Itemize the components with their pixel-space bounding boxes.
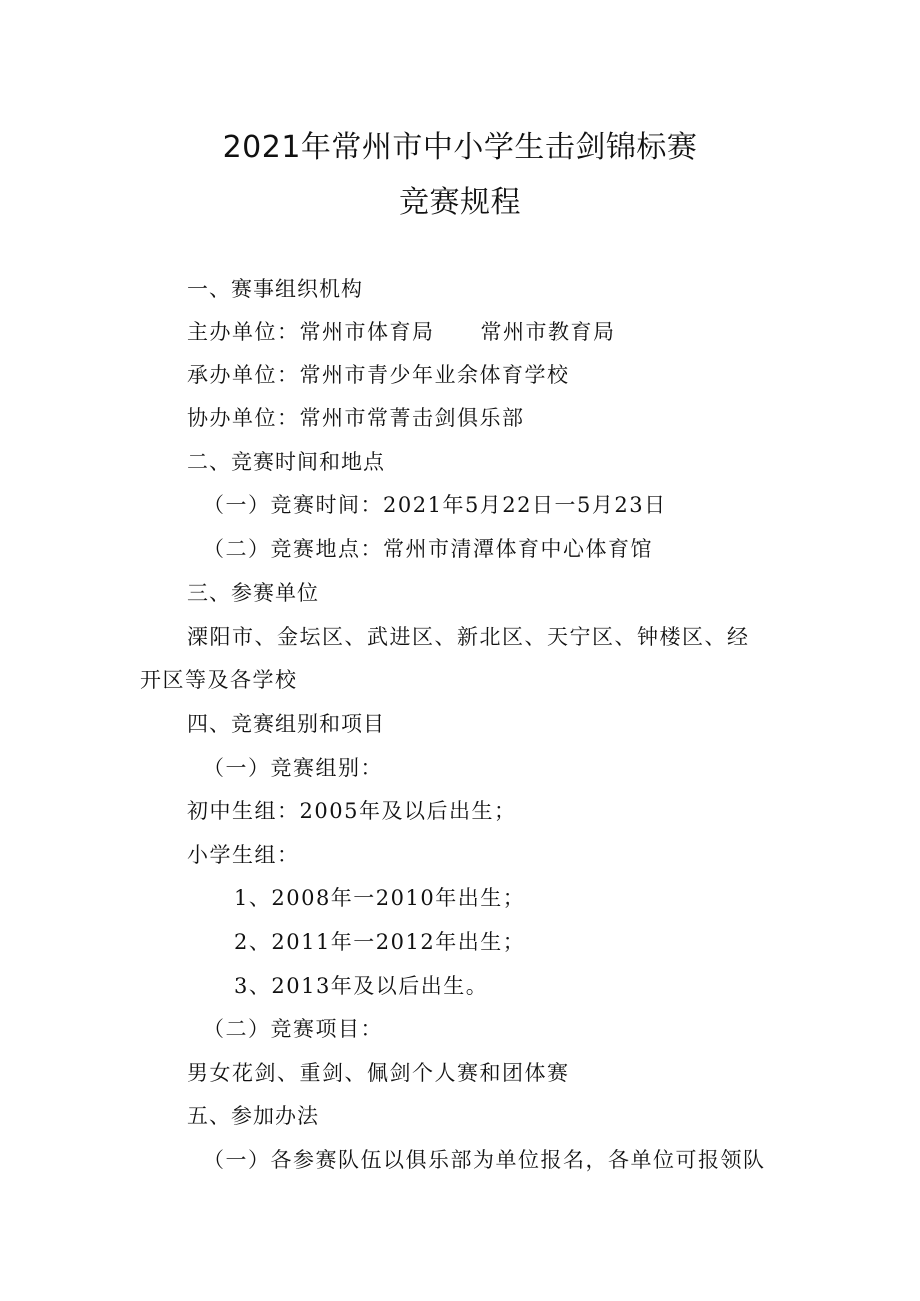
events-title: （二）竞赛项目： — [203, 1017, 383, 1041]
host-unit-sports-bureau: 主办单位：常州市体育局 — [187, 320, 435, 344]
organizer-unit: 承办单位：常州市青少年业余体育学校 — [187, 363, 570, 387]
junior-high-group: 初中生组：2005年及以后出生； — [187, 799, 517, 823]
groups-title: （一）竞赛组别： — [203, 756, 383, 780]
participation-item-1: （一）各参赛队伍以俱乐部为单位报名，各单位可报领队 — [203, 1148, 766, 1172]
host-unit-education-bureau: 常州市教育局 — [480, 320, 616, 344]
competition-time: （一）竞赛时间：2021年5月22日一5月23日 — [203, 493, 667, 517]
co-organizer-unit: 协办单位：常州市常菁击剑俱乐部 — [187, 406, 525, 430]
document-subtitle: 竞赛规程 — [399, 185, 521, 220]
section-heading-groups-events: 四、竞赛组别和项目 — [187, 712, 385, 736]
events-list: 男女花剑、重剑、佩剑个人赛和团体赛 — [187, 1061, 570, 1085]
primary-group-title: 小学生组： — [187, 843, 300, 867]
section-heading-participants: 三、参赛单位 — [187, 581, 319, 605]
primary-group-item-3: 3、2013年及以后出生。 — [234, 974, 489, 998]
section-heading-organization: 一、赛事组织机构 — [187, 277, 363, 301]
section-heading-time-venue: 二、竞赛时间和地点 — [187, 450, 385, 474]
primary-group-item-2: 2、2011年一2012年出生； — [234, 930, 526, 954]
participant-units-line2: 开区等及各学校 — [140, 668, 298, 692]
participant-units-line1: 溧阳市、金坛区、武进区、新北区、天宁区、钟楼区、经 — [187, 625, 750, 649]
competition-venue: （二）竞赛地点：常州市清潭体育中心体育馆 — [203, 537, 653, 561]
primary-group-item-1: 1、2008年一2010年出生； — [234, 886, 526, 910]
document-title: 2021年常州市中小学生击剑锦标赛 — [222, 130, 698, 165]
host-units — [187, 322, 616, 343]
section-heading-participation: 五、参加办法 — [187, 1104, 319, 1128]
